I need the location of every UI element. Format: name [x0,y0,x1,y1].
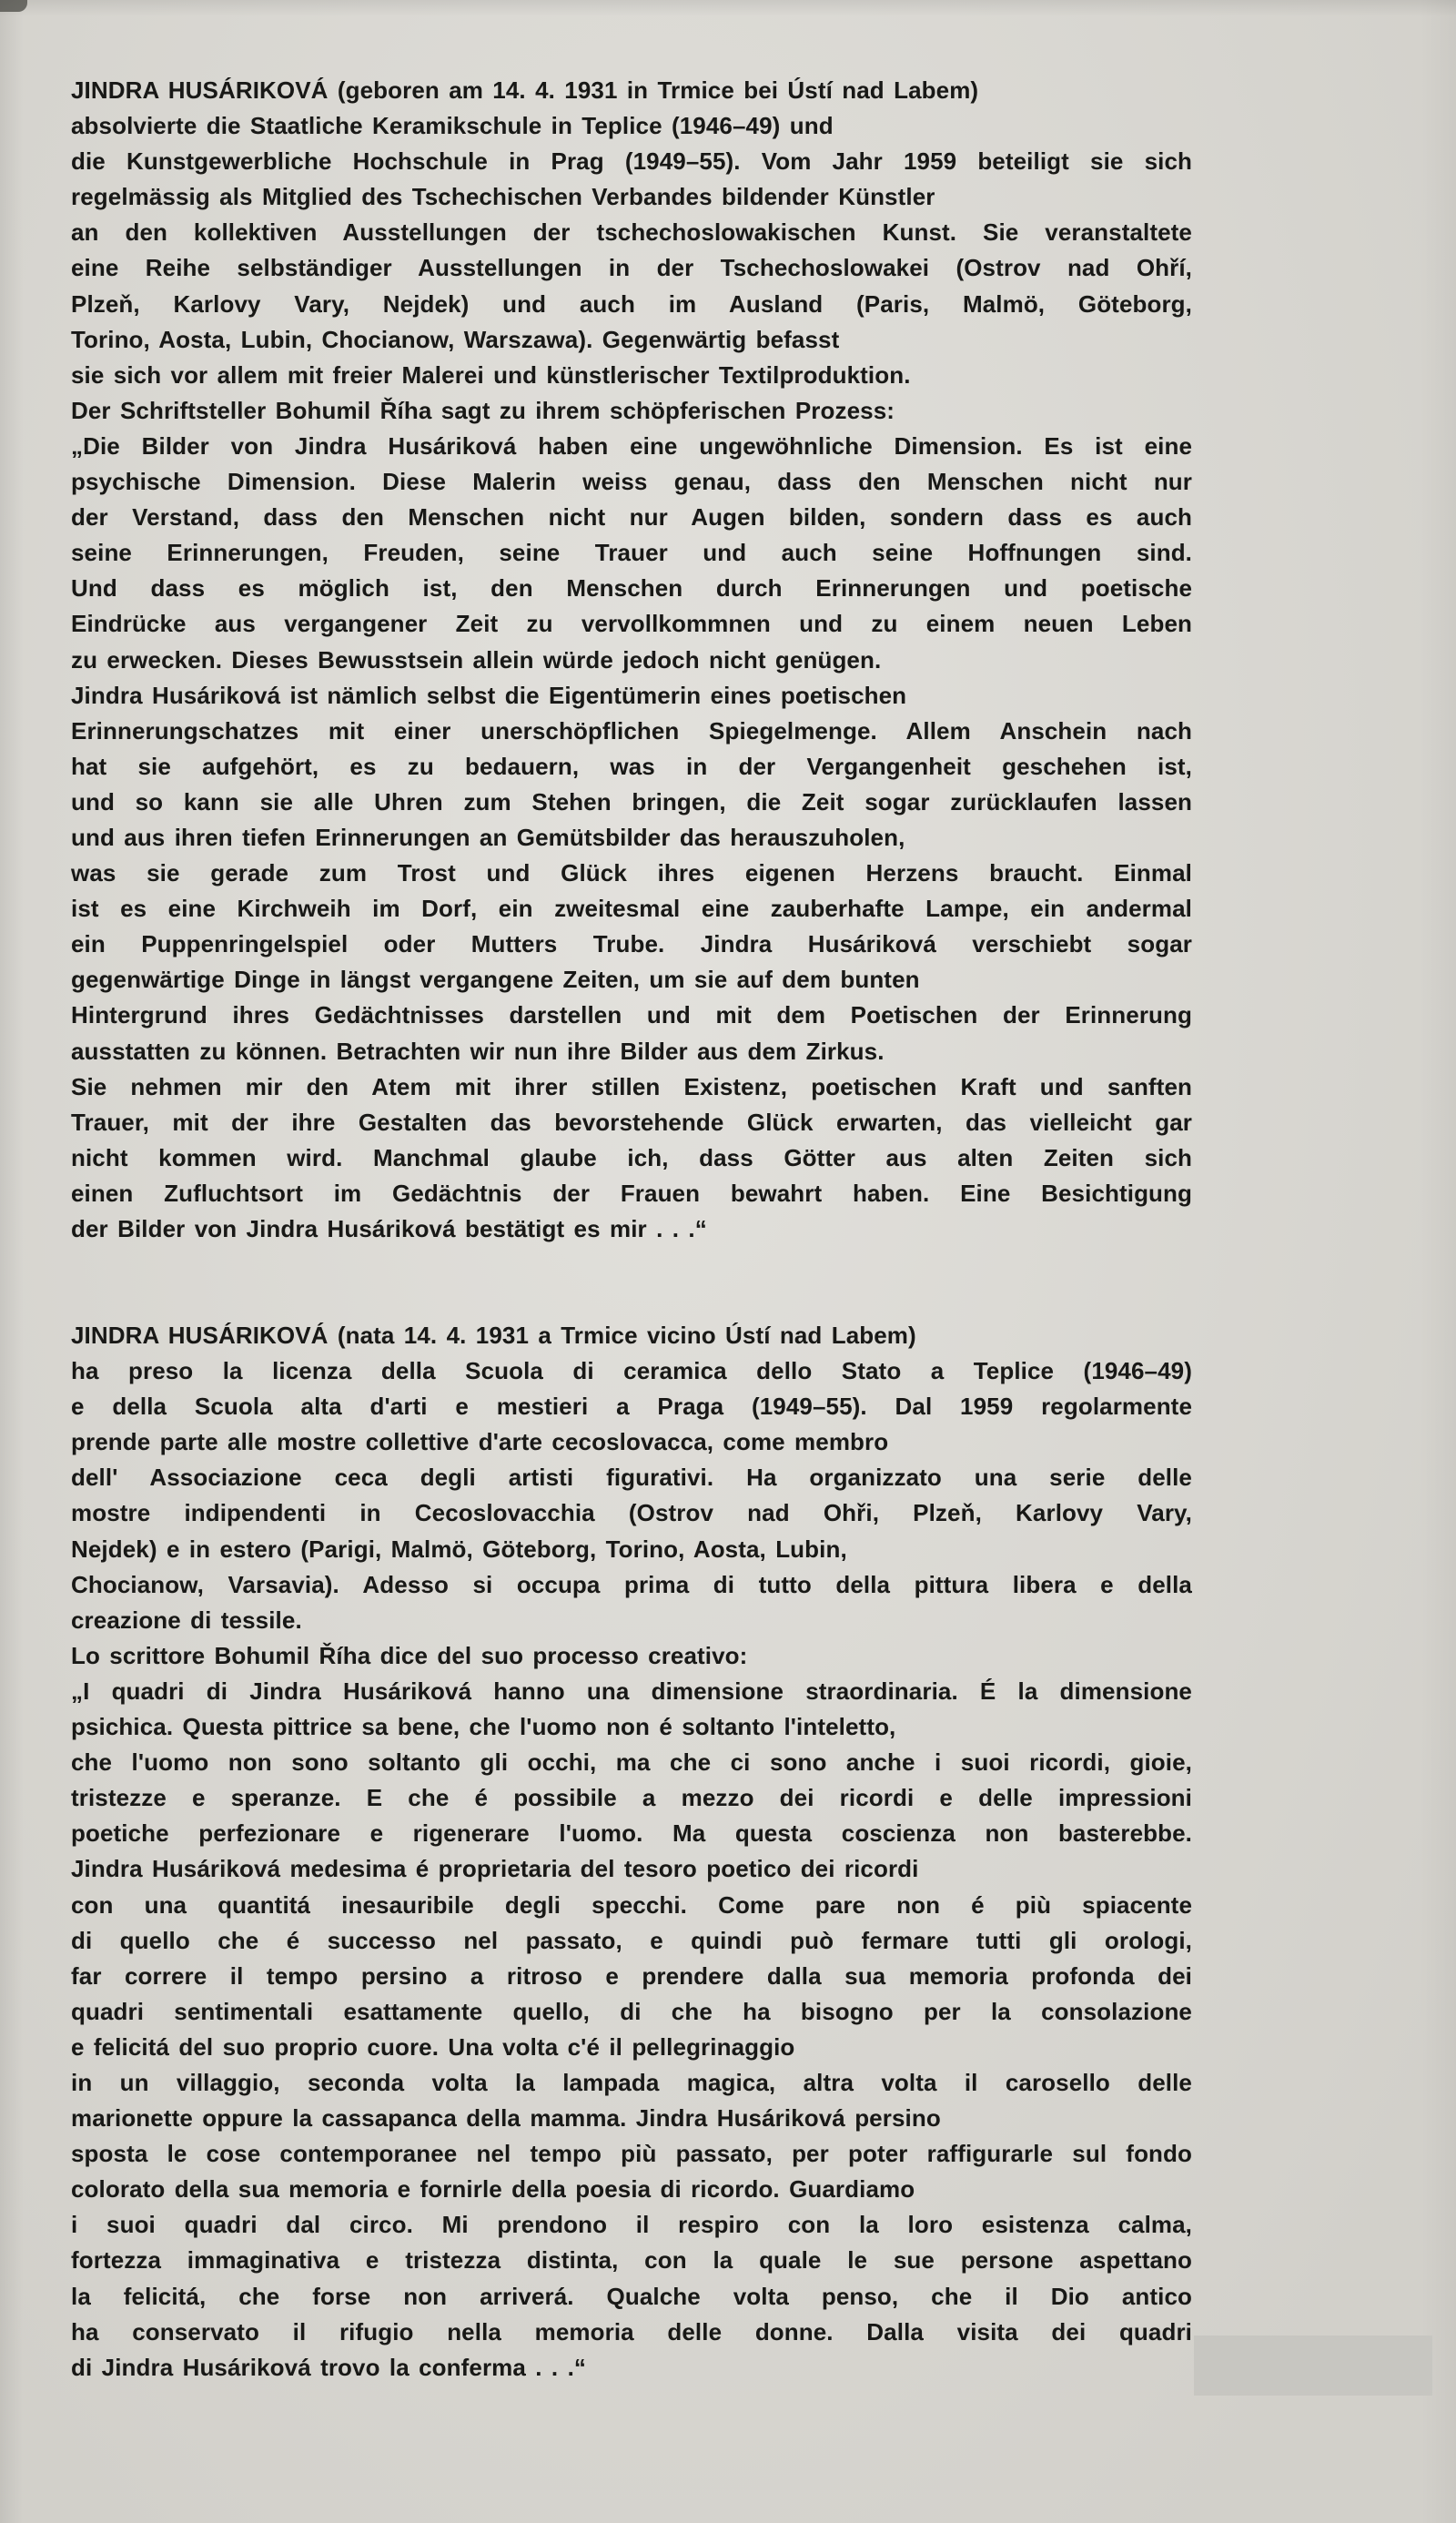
text-line: gegenwärtige Dinge in längst vergangene Zeiten, um sie auf dem bunten [71,966,920,994]
text-line: e della Scuola alta d'arti e mestieri a Praga (1949–55). Dal 1959 regolarmente [71,1393,1192,1421]
text-line: fortezza immaginativa e tristezza distinta, con la quale le sue persone aspettano [71,2246,1192,2275]
text-line: ein Puppenringelspiel oder Mutters Trube. Jindra Husáriková verschiebt sogar [71,930,1192,958]
italian-paragraph [71,1318,1192,2386]
text-line: Erinnerungschatzes mit einer unerschöpflichen Spiegelmenge. Allem Anschein nach [71,716,1192,745]
text-line: Sie nehmen mir den Atem mit ihrer stillen Existenz, poetischen Kraft und sanften [71,1072,1192,1100]
text-line: di Jindra Husáriková trovo la conferma . . .“ [71,2353,586,2381]
text-line: Lo scrittore Bohumil Říha dice del suo processo creativo: [71,1641,748,1669]
text-line: Eindrücke aus vergangener Zeit zu vervollkommnen und zu einem neuen Leben [71,610,1192,638]
text-line: und so kann sie alle Uhren zum Stehen bringen, die Zeit sogar zurücklaufen lassen [71,787,1192,816]
text-line: JINDRA HUSÁRIKOVÁ (nata 14. 4. 1931 a Trmice vicino Ústí nad Labem) [71,1322,916,1349]
text-line: ausstatten zu können. Betrachten wir nun ihre Bilder aus dem Zirkus. [71,1037,885,1065]
text-line: marionette oppure la cassapanca della mamma. Jindra Husáriková persino [71,2104,941,2133]
scan-artifact-patch [1194,2336,1432,2396]
text-line: ist es eine Kirchweih im Dorf, ein zweitesmal eine zauberhafte Lampe, ein andermal [71,895,1192,923]
text-line: Trauer, mit der ihre Gestalten das bevorstehende Glück erwarten, das vielleicht gar [71,1108,1192,1136]
text-line: Und dass es möglich ist, den Menschen durch Erinnerungen und poetische [71,574,1192,603]
text-line: che l'uomo non sono soltanto gli occhi, ma che ci sono anche i suoi ricordi, gioie, [71,1748,1192,1777]
text-line: Plzeň, Karlovy Vary, Nejdek) und auch im Ausland (Paris, Malmö, Göteborg, [71,289,1192,318]
text-line: die Kunstgewerbliche Hochschule in Prag (1949–55). Vom Jahr 1959 beteiligt sie sich [71,147,1192,176]
text-line: sposta le cose contemporanee nel tempo più passato, per poter raffigurarle sul fondo [71,2140,1192,2168]
text-line: Jindra Husáriková medesima é proprietaria del tesoro poetico dei ricordi [71,1855,919,1883]
text-line: Chocianow, Varsavia). Adesso si occupa prima di tutto della pittura libera e della [71,1570,1192,1598]
text-line: con una quantitá inesauribile degli specchi. Come pare non é più spiacente [71,1890,1192,1919]
text-line: dell' Associazione ceca degli artisti figurativi. Ha organizzato una serie delle [71,1464,1192,1492]
text-line: was sie gerade zum Trost und Glück ihres eigenen Herzens braucht. Einmal [71,859,1192,887]
text-line: eine Reihe selbständiger Ausstellungen in der Tschechoslowakei (Ostrov nad Ohří, [71,254,1192,282]
text-line: psychische Dimension. Diese Malerin weiss genau, dass den Menschen nicht nur [71,468,1192,496]
text-line: Hintergrund ihres Gedächtnisses darstellen und mit dem Poetischen der Erinnerung [71,1001,1192,1029]
text-line: nicht kommen wird. Manchmal glaube ich, dass Götter aus alten Zeiten sich [71,1143,1192,1171]
text-line: und aus ihren tiefen Erinnerungen an Gemütsbilder das herauszuholen, [71,823,905,851]
text-line: colorato della sua memoria e fornirle della poesia di ricordo. Guardiamo [71,2175,915,2204]
text-line: regelmässig als Mitglied des Tschechischen Verbandes bildender Künstler [71,183,935,211]
text-line: e felicitá del suo proprio cuore. Una volta c'é il pellegrinaggio [71,2032,795,2061]
text-line: mostre indipendenti in Cecoslovacchia (Ostrov nad Ohři, Plzeň, Karlovy Vary, [71,1499,1192,1527]
text-line: der Verstand, dass den Menschen nicht nur Augen bilden, sondern dass es auch [71,503,1192,532]
text-line: prende parte alle mostre collettive d'arte cecoslovacca, come membro [71,1428,889,1456]
text-line: ha preso la licenza della Scuola di ceramica dello Stato a Teplice (1946–49) [71,1357,1192,1385]
text-line: an den kollektiven Ausstellungen der tschechoslowakischen Kunst. Sie veranstaltete [71,218,1192,247]
text-line: absolvierte die Staatliche Keramikschule in Teplice (1946–49) und [71,112,834,140]
text-line: der Bilder von Jindra Husáriková bestätigt es mir . . .“ [71,1215,707,1242]
text-line: i suoi quadri dal circo. Mi prendono il respiro con la loro esistenza calma, [71,2211,1192,2239]
text-line: la felicitá, che forse non arriverá. Qualche volta penso, che il Dio antico [71,2282,1192,2310]
text-line: in un villaggio, seconda volta la lampada magica, altra volta il carosello delle [71,2068,1192,2096]
text-line: Der Schriftsteller Bohumil Říha sagt zu ihrem schöpferischen Prozess: [71,396,895,424]
text-line: poetiche perfezionare e rigenerare l'uomo. Ma questa coscienza non basterebbe. [71,1819,1192,1848]
text-line: zu erwecken. Dieses Bewusstsein allein würde jedoch nicht genügen. [71,645,882,674]
text-line: far correre il tempo persino a ritroso e prendere dalla sua memoria profonda dei [71,1961,1192,1990]
german-paragraph [71,73,1192,1247]
text-line: psichica. Questa pittrice sa bene, che l'uomo non é soltanto l'inteletto, [71,1713,896,1741]
text-line: hat sie aufgehört, es zu bedauern, was in der Vergangenheit geschehen ist, [71,752,1192,780]
text-line: sie sich vor allem mit freier Malerei und künstlerischer Textilproduktion. [71,360,911,389]
text-line: Jindra Husáriková ist nämlich selbst die Eigentümerin eines poetischen [71,681,907,709]
text-line: seine Erinnerungen, Freuden, seine Trauer und auch seine Hoffnungen sind. [71,539,1192,567]
text-line: Torino, Aosta, Lubin, Chocianow, Warszawa). Gegenwärtig befasst [71,325,840,353]
text-line: Nejdek) e in estero (Parigi, Malmö, Göteborg, Torino, Aosta, Lubin, [71,1535,847,1563]
text-line: ha conservato il rifugio nella memoria delle donne. Dalla visita dei quadri [71,2317,1192,2346]
text-line: einen Zufluchtsort im Gedächtnis der Frauen bewahrt haben. Eine Besichtigung [71,1179,1192,1207]
text-line: creazione di tessile. [71,1606,302,1634]
scan-corner-artifact [0,0,27,12]
text-line: JINDRA HUSÁRIKOVÁ (geboren am 14. 4. 1931 in Trmice bei Ústí nad Labem) [71,76,979,104]
text-line: „I quadri di Jindra Husáriková hanno una dimensione straordinaria. É la dimensione [71,1677,1192,1705]
text-line: di quello che é successo nel passato, e quindi può fermare tutti gli orologi, [71,1926,1192,1954]
text-line: tristezze e speranze. E che é possibile a mezzo dei ricordi e delle impressioni [71,1784,1192,1812]
text-line: quadri sentimentali esattamente quello, di che ha bisogno per la consolazione [71,1997,1192,2025]
text-line: „Die Bilder von Jindra Husáriková haben eine ungewöhnliche Dimension. Es ist eine [71,431,1192,460]
